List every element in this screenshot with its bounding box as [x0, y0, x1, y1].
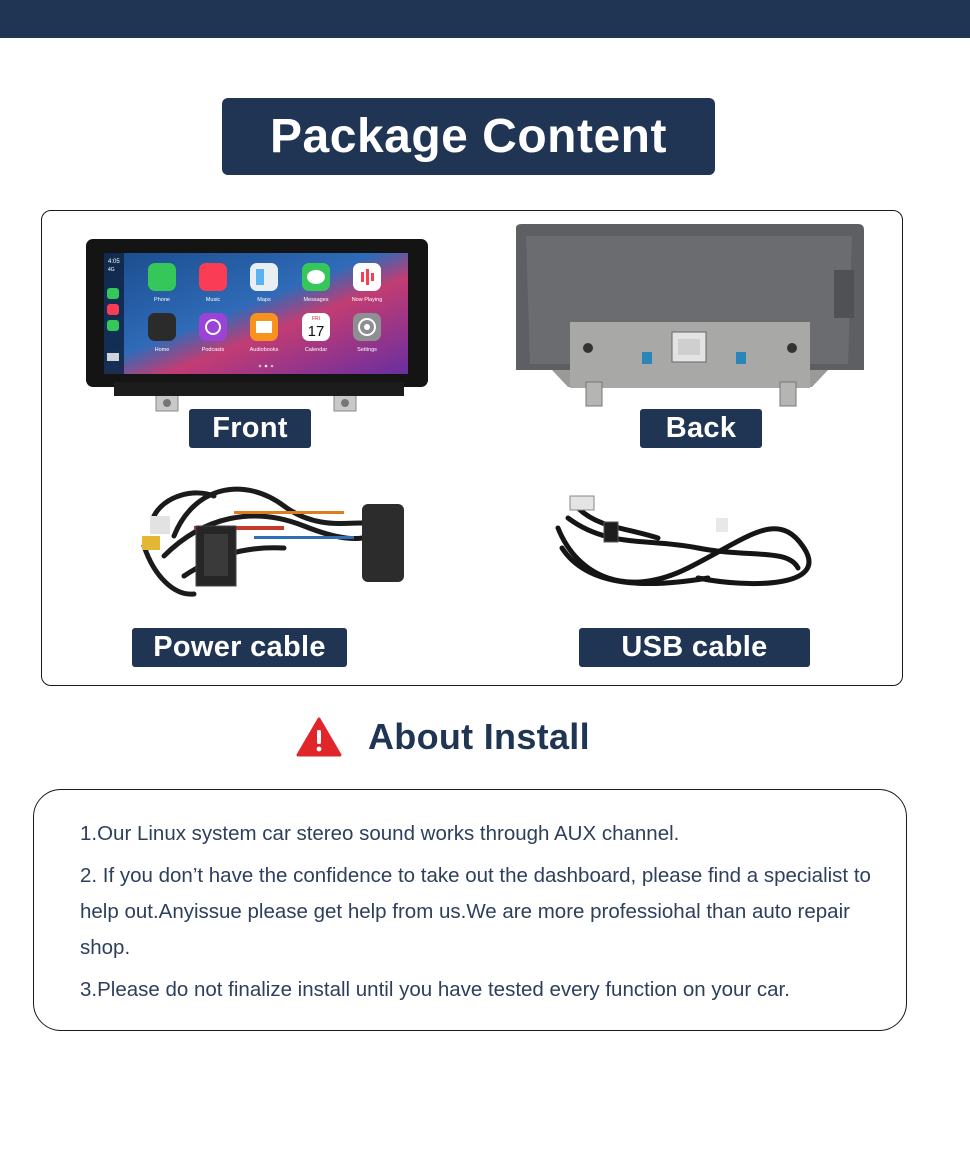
home-app-icon — [148, 313, 176, 341]
install-note-1: 1.Our Linux system car stereo sound works through AUX channel. — [80, 822, 680, 845]
package-content-title — [222, 98, 715, 175]
music-app-icon — [199, 263, 227, 291]
install-notes-box — [33, 789, 907, 1031]
front-label — [189, 409, 311, 448]
back-label — [640, 409, 762, 448]
top-banner-bar — [0, 0, 970, 38]
usb-cable-label-text: USB cable — [621, 631, 768, 663]
warning-icon — [296, 717, 342, 757]
app-label-audiobooks: Audiobooks — [249, 347, 279, 353]
usb-cable-label — [579, 628, 810, 667]
app-label-settings: Settings — [357, 347, 377, 353]
status-signal: 4G — [108, 267, 115, 273]
app-label-podcasts: Podcasts — [201, 347, 225, 353]
app-label-home: Home — [154, 347, 170, 353]
calendar-date: 17 — [307, 323, 325, 340]
back-unit-image — [512, 222, 868, 412]
calendar-day: FRI — [311, 316, 321, 322]
back-label-text: Back — [665, 412, 737, 444]
about-install-title: About Install — [368, 716, 590, 757]
app-label-phone: Phone — [154, 297, 170, 303]
app-label-music: Music — [205, 297, 221, 303]
app-label-now-playing: Now Playing — [351, 297, 383, 303]
package-content-title-text: Package Content — [270, 110, 667, 163]
usb-cable-image — [548, 488, 812, 600]
front-unit-image — [84, 236, 430, 414]
power-cable-label-text: Power cable — [153, 631, 326, 663]
front-label-text: Front — [212, 412, 288, 444]
app-label-messages: Messages — [303, 297, 329, 303]
install-note-2: 2. If you don’t have the confidence to take out the dashboard, please find a specialist to help out.Anyissue please get help from us.We are more professiohal than auto repair shop. — [80, 864, 871, 959]
about-install-heading — [296, 712, 590, 762]
app-label-calendar: Calendar — [304, 347, 328, 353]
app-label-maps: Maps — [257, 297, 271, 303]
podcasts-app-icon — [199, 313, 227, 341]
status-time: 4:05 — [108, 259, 120, 265]
phone-app-icon — [148, 263, 176, 291]
power-cable-image — [134, 476, 410, 608]
power-cable-label — [132, 628, 347, 667]
install-note-3: 3.Please do not finalize install until you have tested every function on your car. — [80, 978, 790, 1001]
